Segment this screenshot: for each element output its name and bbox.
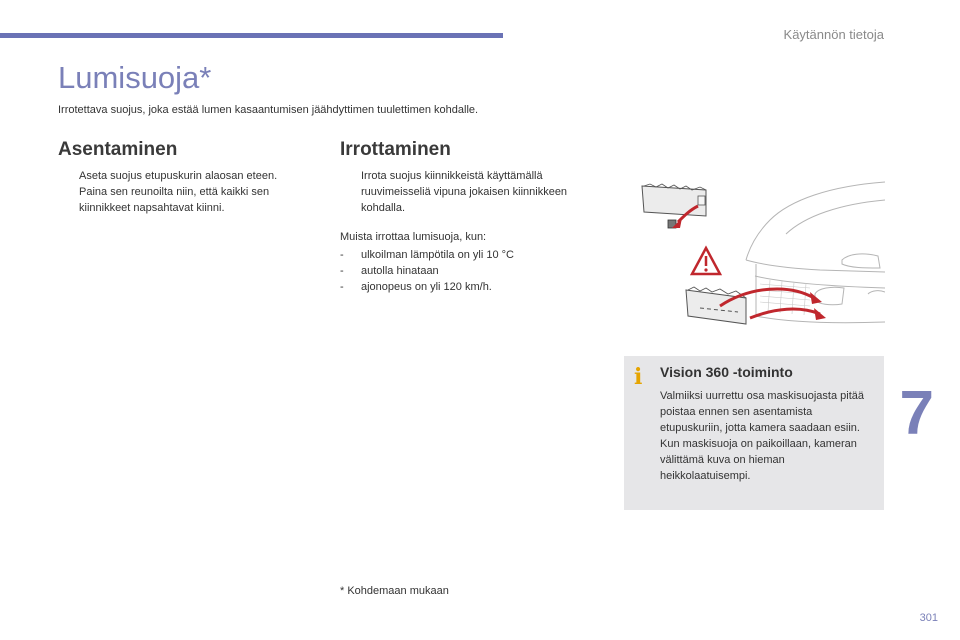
page-number: 301 [919,612,938,624]
removal-steps [340,168,610,216]
removal-note-intro: Muista irrottaa lumisuoja, kun: [340,231,487,243]
arrow-head [810,292,822,304]
info-box-body: Valmiiksi uurrettu osa maskisuojasta pitää poistaa ennen sen asentamista etupuskuriin, jotta kamera saadaan esiin. Kun maskisuoja on paikoillaan, kameran välittämä kuva on hieman heikkolaatuisempi. [660,390,864,482]
warning-triangle-icon [692,248,720,274]
step-text: Aseta suojus etupuskurin alaosan eteen. [79,170,278,182]
list-item [340,168,610,216]
chapter-number: 7 [899,379,934,448]
upper-screen-panel [642,184,706,216]
header-accent-bar [0,33,503,38]
list-item [340,263,514,279]
page-subtitle: Irrotettava suojus, joka estää lumen kasaantumisen jäähdyttimen tuulettimen kohdalle. [58,104,479,116]
section-label: Käytännön tietoja [783,27,884,42]
page-title: Lumisuoja* [58,60,212,95]
list-item [58,184,318,216]
condition-text: ulkoilman lämpötila on yli 10 °C [361,249,514,261]
condition-text: ajonopeus on yli 120 km/h. [361,281,492,293]
step-text: Paina sen reunoilta niin, että kaikki sen kiinnikkeet napsahtavat kiinni. [79,186,270,214]
heading-irrottaminen: Irrottaminen [340,139,451,160]
info-icon: i [634,364,643,390]
list-item [340,279,514,295]
dash-marker: - [340,265,344,277]
dash-marker: - [340,249,344,261]
vision360-info-box [624,356,884,510]
dash-marker: - [340,281,344,293]
condition-text: autolla hinataan [361,265,439,277]
installation-steps [58,168,318,216]
arrow-head [814,308,826,320]
removal-conditions [340,247,514,295]
info-box-title: Vision 360 -toiminto [660,364,793,380]
footnote: * Kohdemaan mukaan [340,585,449,597]
heading-asentaminen: Asentaminen [58,139,178,160]
list-item [340,247,514,263]
lower-screen-panel [686,287,746,324]
snow-screen-illustration [610,176,885,336]
step-text: Irrota suojus kiinnikkeistä käyttämällä ruuvimeisseliä vipuna jokaisen kiinnikkeen kohdalla. [361,170,568,214]
list-item [58,168,318,184]
